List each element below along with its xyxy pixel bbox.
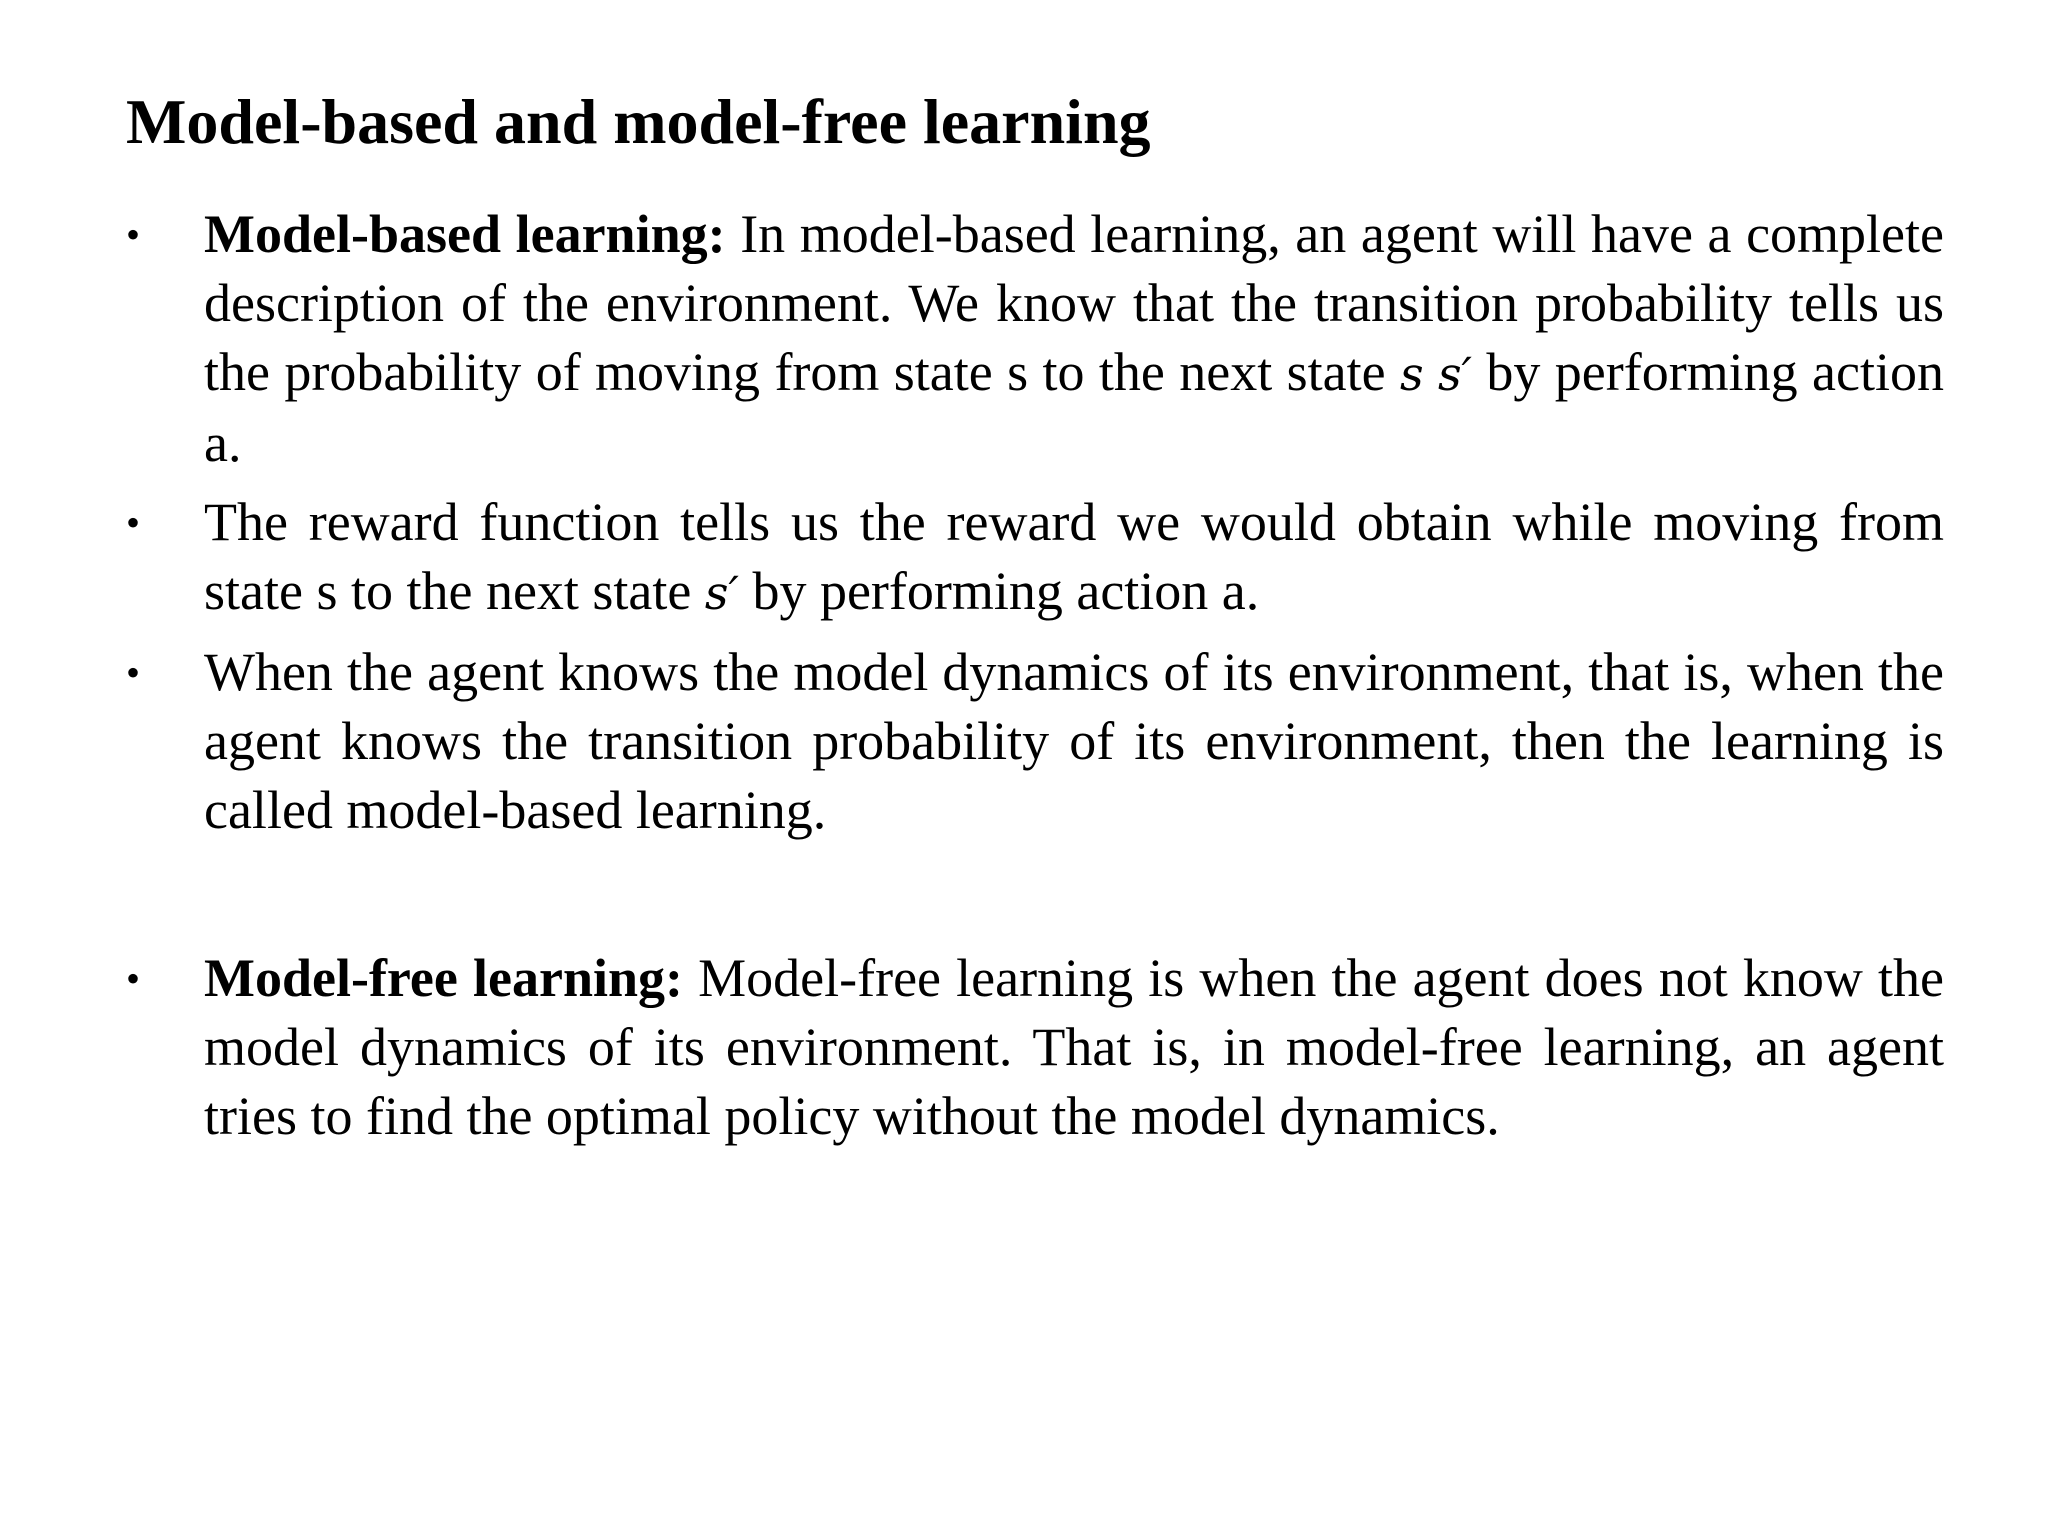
bullet-list-model-based: [126, 200, 1944, 855]
slide-title: Model-based and model-free learning: [126, 86, 1151, 157]
bullet-reward-function: [126, 488, 1944, 628]
math-symbol: s′: [1437, 347, 1472, 401]
bullet-icon: •: [126, 500, 141, 545]
math-symbol: s: [1399, 347, 1424, 401]
bullet-lead: Model-free learning:: [204, 948, 683, 1008]
bullet-model-based-learning: [126, 200, 1944, 478]
bullet-list-model-free: [126, 944, 1944, 1161]
math-symbol: s′: [704, 566, 739, 620]
bullet-text: When the agent knows the model dynamics of its environment, that is, when the agent knows the transition probability of its environment, then the learning is called model-based learning.: [204, 642, 1944, 840]
bullet-text: The reward function tells us the reward we would obtain while moving from state s to the next state: [204, 492, 1944, 621]
bullet-text: by performing action a.: [204, 342, 1944, 473]
bullet-icon: •: [126, 956, 141, 1001]
bullet-lead: Model-based learning:: [204, 204, 726, 264]
bullet-icon: •: [126, 212, 141, 257]
bullet-model-free-learning: [126, 944, 1944, 1151]
bullet-text: by performing action a.: [738, 561, 1260, 621]
bullet-model-dynamics: [126, 638, 1944, 845]
bullet-text: In model-based learning, an agent will have a complete description of the environment. We know that the transition probability tells us the probability of moving from state s to the next state: [204, 204, 1944, 402]
bullet-icon: •: [126, 650, 141, 695]
bullet-text: Model-free learning is when the agent does not know the model dynamics of its environment. That is, in model-free learning, an agent tries to find the optimal policy without the model dynamics.: [204, 948, 1945, 1146]
